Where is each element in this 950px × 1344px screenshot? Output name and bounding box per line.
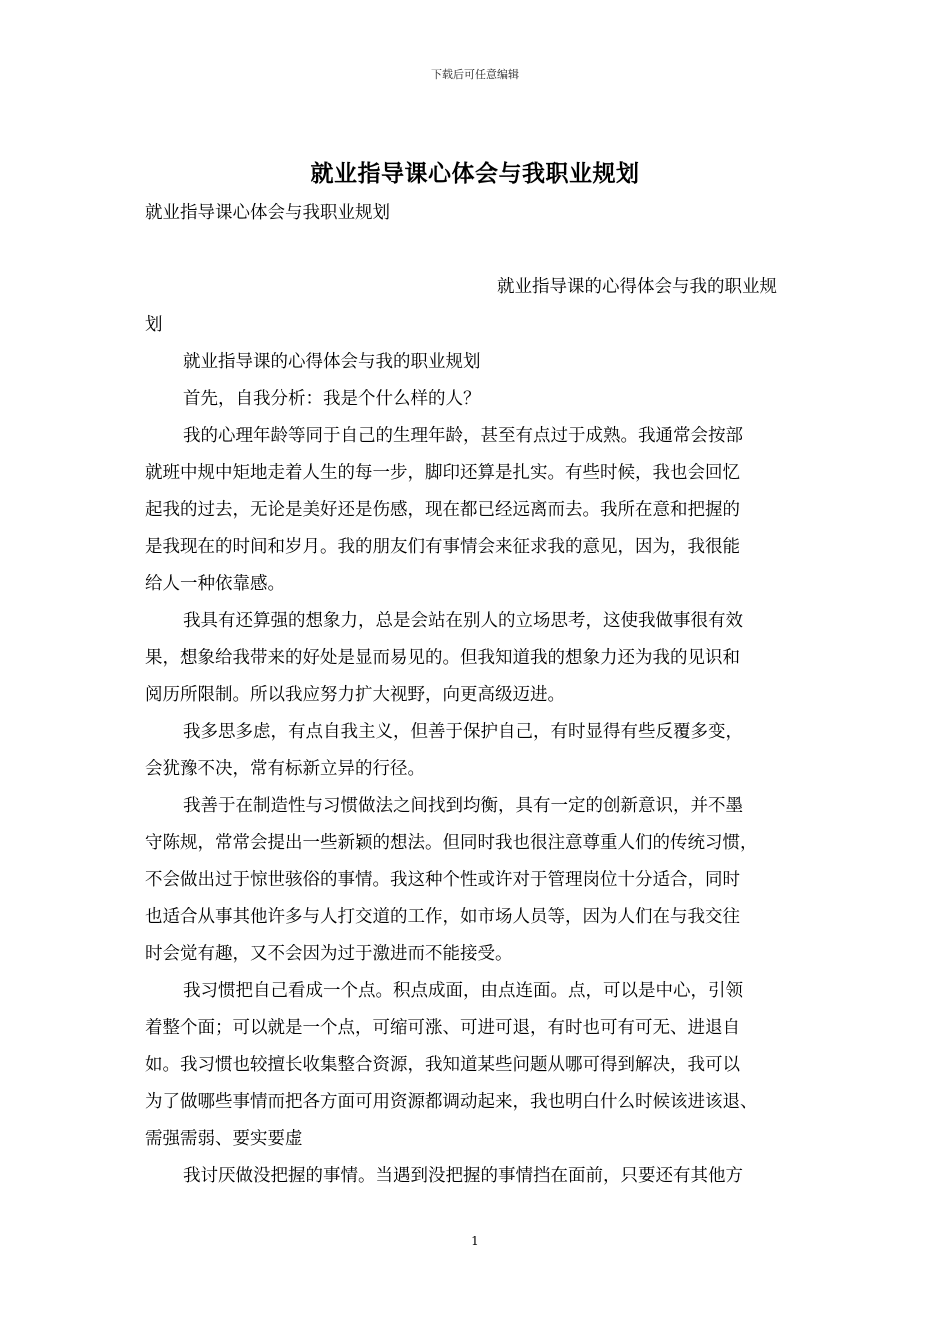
body-line: 我具有还算强的想象力，总是会站在别人的立场思考，这使我做事很有效 xyxy=(183,611,743,631)
body-line: 就业指导课的心得体会与我的职业规划 xyxy=(183,352,481,372)
body-line: 阅历所限制。所以我应努力扩大视野，向更高级迈进。 xyxy=(145,685,565,705)
document-subtitle: 就业指导课心体会与我职业规划 xyxy=(145,203,390,223)
body-line: 需强需弱、要实要虚 xyxy=(145,1129,303,1149)
body-line: 也适合从事其他许多与人打交道的工作，如市场人员等，因为人们在与我交往 xyxy=(145,907,740,927)
body-line: 我习惯把自己看成一个点。积点成面，由点连面。点，可以是中心，引领 xyxy=(183,981,743,1001)
right-heading: 就业指导课的心得体会与我的职业规 xyxy=(497,277,777,297)
body-line: 是我现在的时间和岁月。我的朋友们有事情会来征求我的意见，因为，我很能 xyxy=(145,537,740,557)
body-line: 不会做出过于惊世骇俗的事情。我这种个性或许对于管理岗位十分适合，同时 xyxy=(145,870,740,890)
body-line: 首先，自我分析：我是个什么样的人？ xyxy=(183,389,481,409)
page-number: 1 xyxy=(471,1234,479,1248)
body-line: 时会觉有趣，又不会因为过于激进而不能接受。 xyxy=(145,944,513,964)
right-heading-continued: 划 xyxy=(145,315,163,335)
body-line: 果，想象给我带来的好处是显而易见的。但我知道我的想象力还为我的见识和 xyxy=(145,648,740,668)
body-line: 我善于在制造性与习惯做法之间找到均衡，具有一定的创新意识，并不墨 xyxy=(183,796,743,816)
body-line: 就班中规中矩地走着人生的每一步，脚印还算是扎实。有些时候，我也会回忆 xyxy=(145,463,740,483)
body-line: 如。我习惯也较擅长收集整合资源，我知道某些问题从哪可得到解决，我可以 xyxy=(145,1055,740,1075)
body-line: 起我的过去，无论是美好还是伤感，现在都已经远离而去。我所在意和把握的 xyxy=(145,500,740,520)
body-line: 守陈规，常常会提出一些新颖的想法。但同时我也很注意尊重人们的传统习惯， xyxy=(145,833,758,853)
body-line: 为了做哪些事情而把各方面可用资源都调动起来，我也明白什么时候该进该退、 xyxy=(145,1092,758,1112)
page-header: 下载后可任意编辑 xyxy=(431,68,519,81)
body-line: 给人一种依靠感。 xyxy=(145,574,285,594)
body-line: 我的心理年龄等同于自己的生理年龄，甚至有点过于成熟。我通常会按部 xyxy=(183,426,743,446)
body-line: 我讨厌做没把握的事情。当遇到没把握的事情挡在面前，只要还有其他方 xyxy=(183,1166,743,1186)
body-line: 我多思多虑，有点自我主义，但善于保护自己，有时显得有些反覆多变， xyxy=(183,722,743,742)
body-line: 着整个面；可以就是一个点，可缩可涨、可进可退，有时也可有可无、进退自 xyxy=(145,1018,740,1038)
body-line: 会犹豫不决，常有标新立异的行径。 xyxy=(145,759,425,779)
document-title: 就业指导课心体会与我职业规划 xyxy=(310,160,640,187)
